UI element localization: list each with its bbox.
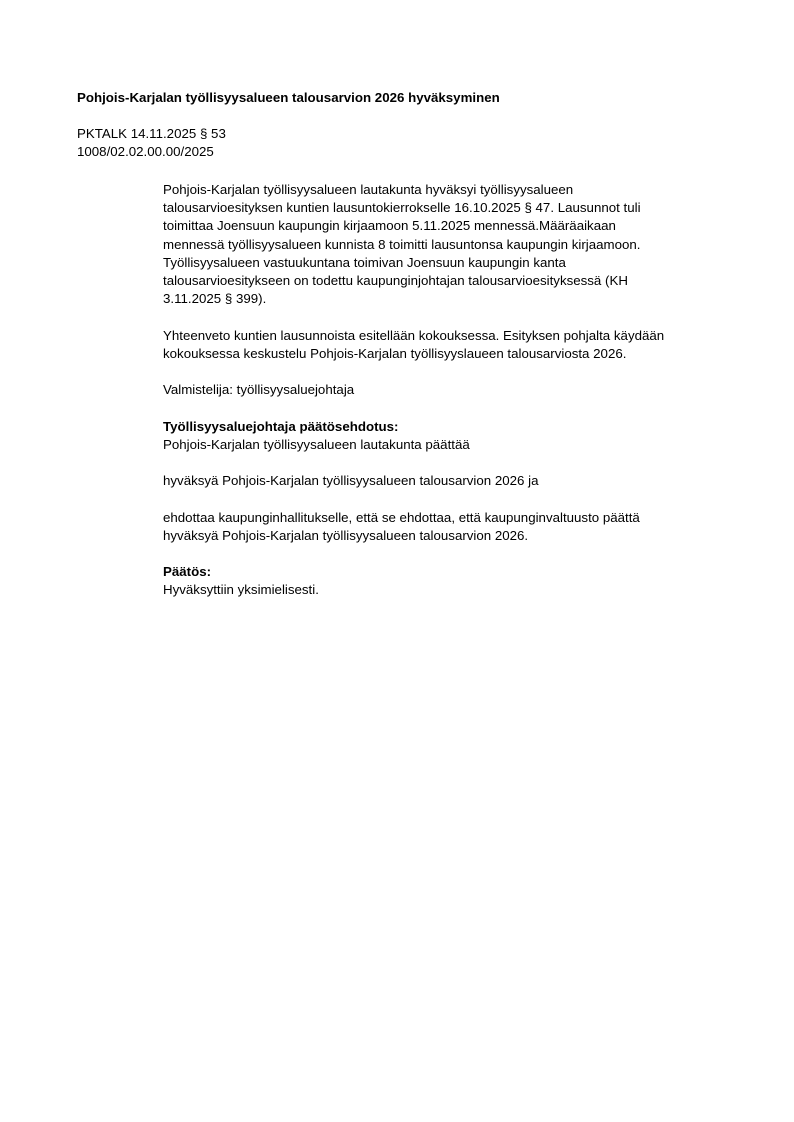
preparer-text: Valmistelija: työllisyysaluejohtaja xyxy=(163,382,355,398)
proposal-section xyxy=(163,418,723,545)
document-meta xyxy=(77,125,226,161)
proposal-heading: Työllisyysaluejohtaja päätösehdotus: xyxy=(163,418,399,434)
spacer xyxy=(163,399,723,417)
paragraph-line: 3.11.2025 § 399). xyxy=(163,291,267,307)
decision-text: Hyväksyttiin yksimielisesti. xyxy=(163,582,319,598)
spacer xyxy=(163,545,723,563)
preparer-line xyxy=(163,381,723,399)
paragraph-line: kokouksessa keskustelu Pohjois-Karjalan työllisyyslaueen talousarviosta 2026. xyxy=(163,345,627,361)
background-paragraph xyxy=(163,181,723,308)
paragraph-line: talousarvioesitykseen on todettu kaupunginjohtajan talousarvioesityksessä (KH xyxy=(163,273,628,289)
paragraph-line: Yhteenveto kuntien lausunnoista esitellään kokouksessa. Esityksen pohjalta käydään xyxy=(163,327,665,343)
meeting-reference: PKTALK 14.11.2025 § 53 xyxy=(77,126,226,141)
proposal-intro: Pohjois-Karjalan työllisyysalueen lautakunta päättää xyxy=(163,436,470,452)
paragraph-line: Työllisyysalueen vastuukuntana toimivan Joensuun kaupungin kanta xyxy=(163,254,566,270)
decision-heading: Päätös: xyxy=(163,564,212,580)
spacer xyxy=(163,454,723,472)
spacer xyxy=(163,308,723,326)
decision-section xyxy=(163,563,723,599)
proposal-item-2-line: hyväksyä Pohjois-Karjalan työllisyysalueen talousarvion 2026. xyxy=(163,527,529,543)
proposal-item-2-line: ehdottaa kaupunginhallitukselle, että se ehdottaa, että kaupunginvaltuusto päättä xyxy=(163,509,640,525)
paragraph-line: mennessä työllisyysalueen kunnista 8 toimitti lausuntonsa kaupungin kirjaamoon. xyxy=(163,236,641,252)
summary-paragraph xyxy=(163,327,723,363)
paragraph-line: Pohjois-Karjalan työllisyysalueen lautakunta hyväksyi työllisyysalueen xyxy=(163,182,574,197)
spacer xyxy=(163,363,723,381)
paragraph-line: toimittaa Joensuun kaupungin kirjaamoon 5.11.2025 mennessä.Määräaikaan xyxy=(163,218,616,234)
paragraph-line: talousarvioesityksen kuntien lausuntokierrokselle 16.10.2025 § 47. Lausunnot tuli xyxy=(163,200,641,216)
proposal-item-1: hyväksyä Pohjois-Karjalan työllisyysalueen talousarvion 2026 ja xyxy=(163,473,539,489)
spacer xyxy=(163,490,723,508)
document-body xyxy=(163,181,723,600)
document-title: Pohjois-Karjalan työllisyysalueen talousarvion 2026 hyväksyminen xyxy=(77,90,500,105)
record-number: 1008/02.02.00.00/2025 xyxy=(77,144,214,160)
